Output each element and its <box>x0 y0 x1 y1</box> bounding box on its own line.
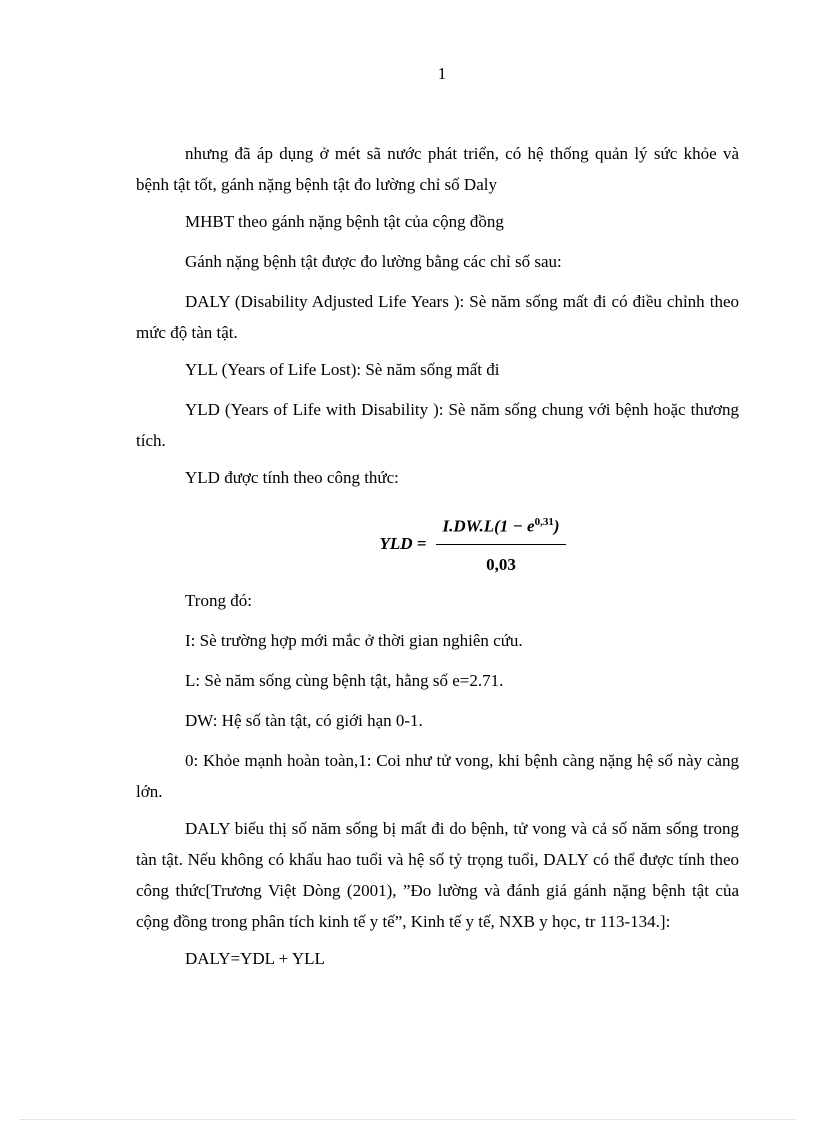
paragraph: Trong đó: <box>185 591 252 610</box>
document-body <box>136 138 739 983</box>
paragraph: nhưng đã áp dụng ở mét sã nước phát triển, có hệ thống quản lý sức khỏe và bệnh tật tốt, gánh nặng bệnh tật đo lường chỉ số Daly <box>136 144 739 194</box>
paragraph: YLL (Years of Life Lost): Sè năm sống mất đi <box>185 360 500 379</box>
paragraph: MHBT theo gánh nặng bệnh tật của cộng đồng <box>185 212 504 231</box>
formula-lhs: YLD = <box>379 533 427 553</box>
paragraph: 0: Khỏe mạnh hoàn toàn,1: Coi như tử vong, khi bệnh càng nặng hệ số này càng lớn. <box>136 751 739 801</box>
formula-denominator: 0,03 <box>486 554 516 574</box>
formula-expression <box>379 507 565 580</box>
paragraph: DW: Hệ số tàn tật, có giới hạn 0-1. <box>185 711 423 730</box>
formula-fraction <box>436 507 565 580</box>
paragraph: DALY biểu thị số năm sống bị mất đi do bệnh, tử vong và cả số năm sống trong tàn tật. Nếu không có khấu hao tuổi và hệ số tỷ trọng tuổi, DALY có thể được tính theo công thức[Trương Việt Dòng (2001), ”Đo lường và đánh giá gánh nặng bệnh tật của cộng đồng trong phân tích kinh tế y tế”, Kinh tế y tế, NXB y học, tr 113-134.]: <box>136 819 739 931</box>
paragraph: DALY (Disability Adjusted Life Years ): Sè năm sống mất đi có điều chỉnh theo mức độ tàn tật. <box>136 292 739 342</box>
paragraph: Gánh nặng bệnh tật được đo lường bằng các chỉ số sau: <box>185 252 562 271</box>
paragraph: DALY=YDL + YLL <box>185 949 325 968</box>
formula-numerator: $I.DW.L(1 - e^{0,31})$ <box>436 507 565 545</box>
paragraph: I: Sè trường hợp mới mắc ở thời gian nghiên cứu. <box>185 631 523 650</box>
page-bottom-divider <box>20 1119 796 1120</box>
yld-formula <box>136 507 739 574</box>
paragraph: L: Sè năm sống cùng bệnh tật, hằng số e=2.71. <box>185 671 504 690</box>
page-number: 1 <box>437 64 447 83</box>
paragraph: YLD (Years of Life with Disability ): Sè năm sống chung với bệnh hoặc thương tích. <box>136 400 739 450</box>
paragraph: YLD được tính theo công thức: <box>185 468 399 487</box>
